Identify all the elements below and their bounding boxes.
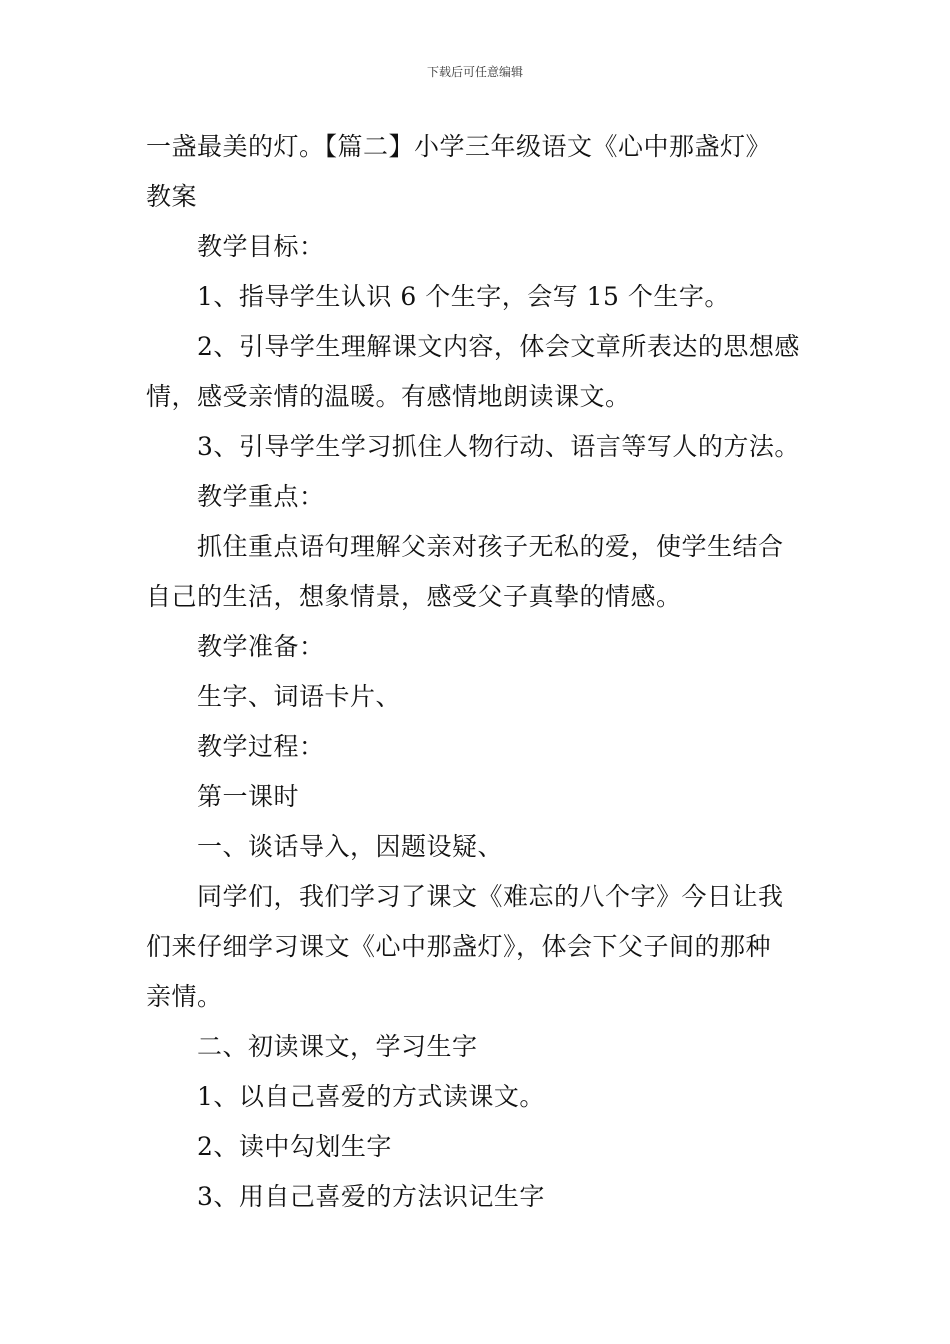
preparation-text: 生字、词语卡片、 — [197, 682, 402, 711]
text-line-2: 教案 — [146, 182, 198, 211]
text-line-1: 一盏最美的灯。【篇二】小学三年级语文《心中那盏灯》 — [146, 132, 772, 161]
section-heading-process: 教学过程： — [197, 732, 325, 761]
step-heading-2: 二、初读课文，学习生字 — [197, 1032, 478, 1061]
section-heading-key-points: 教学重点： — [197, 482, 325, 511]
paragraph-intro-cont-2: 亲情。 — [146, 982, 223, 1011]
document-body — [146, 122, 810, 1222]
step-heading-1: 一、谈话导入，因题设疑、 — [197, 832, 504, 861]
objective-item-3: 3、引导学生学习抓住人物行动、语言等写人的方法。 — [197, 432, 800, 461]
step-2-item-1: 1、以自己喜爱的方式读课文。 — [197, 1082, 545, 1111]
paragraph-intro: 同学们，我们学习了课文《难忘的八个字》今日让我 — [197, 882, 784, 911]
lesson-heading-first: 第一课时 — [197, 782, 300, 811]
page-header: 下载后可任意编辑 — [426, 65, 523, 79]
objective-item-2-cont: 情，感受亲情的温暖。有感情地朗读课文。 — [146, 382, 631, 411]
objective-item-2: 2、引导学生理解课文内容，体会文章所表达的思想感 — [197, 332, 800, 361]
step-2-item-2: 2、读中勾划生字 — [197, 1132, 392, 1161]
key-points-text: 抓住重点语句理解父亲对孩子无私的爱，使学生结合 — [197, 532, 784, 561]
paragraph-intro-cont-1: 们来仔细学习课文《心中那盏灯》，体会下父子间的那种 — [146, 932, 772, 961]
objective-item-1: 1、指导学生认识 6 个生字，会写 15 个生字。 — [197, 282, 730, 311]
section-heading-objectives: 教学目标： — [197, 232, 325, 261]
key-points-text-cont: 自己的生活，想象情景，感受父子真挚的情感。 — [146, 582, 682, 611]
section-heading-preparation: 教学准备： — [197, 632, 325, 661]
step-2-item-3: 3、用自己喜爱的方法识记生字 — [197, 1182, 545, 1211]
